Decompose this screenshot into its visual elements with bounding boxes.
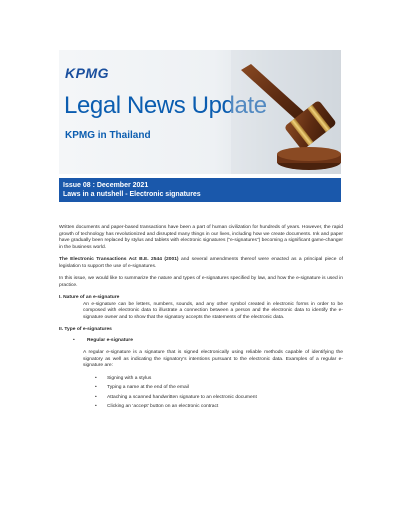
newsletter-subtitle: KPMG in Thailand bbox=[65, 130, 151, 141]
issue-number: Issue 08 : December 2021 bbox=[63, 182, 149, 189]
legislation-paragraph bbox=[59, 257, 343, 270]
regular-paragraph: A regular e-signature is a signature that is signed electronically using reliable methods capable of identifying the signatory as well as indicating the signatory’s intentions pursuant to the electronic data. Examples of a regular e-signature are: bbox=[83, 350, 343, 368]
issue-topic: Laws in a nutshell - Electronic signatures bbox=[63, 191, 201, 198]
intro-paragraph: Written documents and paper-based transactions have been a part of human civilization for hundreds of years. However, the rapid growth of technology has revolutionized and disrupted many things in our lives, including how we create documents. Ink and paper have gradually been replaced by stylus and tablets with electronic signatures (“e-signatures”) becoming a significant game-changer in the business world. bbox=[59, 225, 343, 250]
list-item: • Clicking an ‘accept’ button on an electronic contract bbox=[95, 404, 219, 409]
examples-list bbox=[95, 376, 343, 411]
bullet-dot: • bbox=[73, 337, 75, 343]
legislation-text: and several amendments thereof were enacted as a principal piece of legislation to support the use of e-signatures. bbox=[59, 257, 343, 269]
newsletter-title: Legal News Update bbox=[64, 92, 267, 119]
list-item: • Typing a name at the end of the email bbox=[95, 385, 189, 390]
list-item: • Signing with a stylus bbox=[95, 375, 152, 381]
act-name: The Electronic Transactions Act B.E. 2544 (2001) bbox=[59, 257, 179, 262]
section-heading-types: II. Type of e-signatures bbox=[59, 327, 112, 332]
scope-paragraph: In this issue, we would like to summarize the nature and types of e-signatures specified by law, and how the e-signature is used in practice. bbox=[59, 276, 343, 288]
nature-paragraph: An e-signature can be letters, numbers, sounds, and any other symbol created in electronic forms in order to be composed with electronic data to illustrate a connection between a person and the electronic data to identify the e-signature owner and to show that the signatory accepts the statements of the electronic data. bbox=[83, 301, 343, 320]
issue-banner bbox=[59, 178, 341, 202]
section-heading-nature: I. Nature of an e-signature bbox=[59, 295, 120, 300]
kpmg-logo: KPMG bbox=[65, 65, 109, 81]
article-body bbox=[59, 225, 343, 414]
bullet-regular-label: Regular e-signature bbox=[87, 337, 133, 343]
gavel-image bbox=[231, 50, 341, 174]
bullet-regular bbox=[73, 338, 343, 345]
header-banner bbox=[59, 50, 341, 174]
list-item: • Attaching a scanned handwritten signature to an electronic document bbox=[95, 394, 257, 400]
